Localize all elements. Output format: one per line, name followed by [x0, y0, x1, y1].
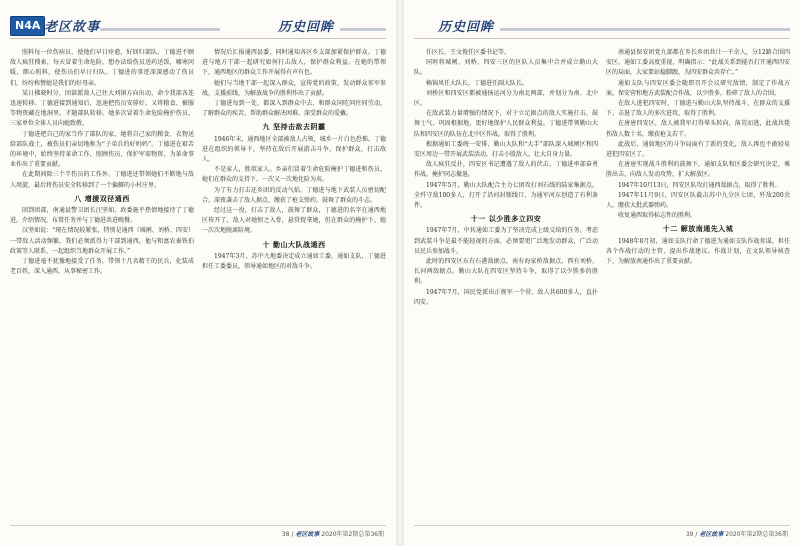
text-column	[202, 48, 386, 520]
paragraph: 此时的四安区东有石港敌据点，南有海家桥敌据点，西有刘桥、长河两敌据点。勤山大队在四安区坚持斗争，取得了以少胜多的胜利。	[414, 258, 598, 286]
section-title: 历史回眸	[278, 20, 335, 35]
footer-rule	[10, 525, 386, 526]
section-title: 历史回眸	[438, 20, 495, 35]
left-page	[0, 0, 396, 546]
section-heading: 十一 以少胜多立四安	[470, 215, 542, 224]
paragraph: 丁德进毫不犹豫地接受了任务，带领十几名精干的民兵，化装成老百姓，深入通西，从事秘密工作。	[10, 258, 194, 276]
footer-rule	[414, 525, 790, 526]
paragraph: 任区长、王文俊任区委书记等。	[426, 49, 511, 56]
paragraph: 1947年7月，中共通如工委为了坚决完成上级交给的任务，考虑到武装斗争是最不能轻视的方面，必须要更广泛地发动群众，广泛动员民兵参加战斗。	[414, 227, 598, 255]
paragraph: 回到团部，南通县警卫团长汪坚如，政委施平热情地接待了丁德进，介绍情况，布置任务并与丁德进共进晚餐。	[10, 207, 194, 225]
paragraph: 经过这一役，打击了敌人，鼓舞了群众，丁德进的名字在通西地区传开了，敌人对她恨之入骨，悬赏捉拿她，但在群众的掩护下，她一次次地脱离险境。	[202, 207, 386, 235]
section-heading: 八 增援双径通西	[74, 194, 130, 203]
paragraph: 在唐唐四安区，敌人被我军打得晕头转向，落荒而逃，此战共毙伤敌人数十名，缴获枪支若干。	[606, 120, 790, 138]
paragraph: 此战后，通如地区的斗争局面有了新的变化，敌人再也不敢轻易进犯四安区了。	[606, 140, 790, 159]
paragraph: 情况后汇报通西县委，同时通知各区乡支部加紧保护群众。丁德进与地方干部一起研究如何打击敌人，保护群众利益。在她的带领下，通西地区的群众工作开展得有声有色。	[202, 49, 386, 77]
paragraph: 某日拂晓时分，团部派敌人己往大刘镇方向出动，命令我部各连迅速转移。丁德进接到通知后，迅速把伤员安排好，又将粮食、被服等物资藏在地洞里，才随部队转移。她多次冒着生命危险掩护伤员，三家单位全体人员向她致敬。	[10, 89, 194, 128]
paragraph: 汉坚如说：“现在情况较紧张，特别是通西（城闸、刘桥、四安）一带敌人活动频繁，我们必须派得力干部到通西，他与和富农秦铁伯政策等人联系，一起组织当地群众开展工作。”	[10, 227, 194, 255]
right-page	[404, 0, 800, 546]
n4a-badge: N4A	[10, 16, 45, 36]
footer-logo: 老区故事	[699, 531, 724, 538]
section-heading: 十 勤山大队战通西	[262, 240, 326, 249]
paragraph: 1947年7月，国民党派出正规军一个营，敌人共600多人，直扑四安。	[414, 288, 598, 306]
paragraph: 在此期间除三个半伤员的工作外，丁德进还带领她们不断地与敌人周旋，最后将伤员安全转移到了一个偏僻的小村庄里。	[10, 171, 194, 189]
page-number: 39	[685, 531, 694, 538]
paragraph: 赖锦凤任大队长，丁德进任副大队长。	[426, 79, 529, 87]
paragraph: 刘桥区和四安区都被通扬运河分为南北两部，并划分为南、北中区。	[414, 89, 598, 108]
paragraph: 不是家人，胜似家人。乡亲们冒着生命危险掩护丁德进和伤员，她们在群众的支持下，一次又一次地化险为夷。	[202, 166, 386, 184]
paragraph: 丁德进把自己的家当作了部队的家，她将自己家的粮食、衣物送给部队战士，被伤员们亲切地称为“子弟兵的好妈妈”。丁德进在艰苦的环境中，始终坚持革命工作，照顾伤员，保护军需物资，为革命事业作出了重要贡献。	[10, 130, 194, 169]
spine-gutter	[396, 0, 404, 546]
paragraph: 为了有力打击还乡团的反动气焰，丁德进与地下武装人员密切配合，深夜袭击了敌人据点，缴获了枪支弹药，鼓舞了群众的斗志。	[202, 186, 386, 204]
text-column	[606, 48, 790, 520]
section-heading: 十二 解放南通先入城	[662, 225, 734, 234]
paragraph: 同时将城闸、刘桥、四安三区的区队人员集中合并成立勤山大队。	[414, 59, 598, 77]
text-column	[414, 48, 598, 520]
paragraph: 丁德进每到一处，都深入到群众中去，和群众同吃同住同劳动，了解群众的疾苦，帮助群众解决困难，深受群众的爱戴。	[202, 100, 386, 118]
paragraph: 通如支队与四安区委会随即召开会议研究敌情，制定了作战方案。保安营和地方武装配合作战，以少胜多，粉碎了敌人的合围。	[606, 79, 790, 97]
paragraph: 在敌人进犯四安时，丁德进与勤山大队坚持战斗，在群众的支援下，击退了敌人的多次进攻，取得了胜利。	[606, 100, 790, 118]
right-header	[414, 14, 790, 39]
paragraph: 根据通如工委统一安排，勤山大队和“大手”部队深入城闸区和四安区周边一带开展武装活动，打击小股敌人，壮大自身力量。	[414, 140, 598, 159]
paragraph: 敌人疯狂反扑，四安区书记遭遇了敌人的伏击，丁德进率部奋勇作战，掩护同志撤退。	[414, 161, 598, 179]
left-header	[10, 14, 386, 39]
paragraph: 南通县保安团党九部都在乡长乡团共计一千余人，分12路合围四安区。通如工委高度重视，明确指示：“此战关系到能否打开通西四安区的局面，大家要站稳脚跟，为四安群众共存亡。”	[606, 49, 790, 77]
left-columns	[10, 48, 386, 520]
issue-info: 2020年第2期总第36期	[725, 531, 788, 538]
footer-logo: 老区故事	[295, 531, 320, 538]
paragraph: 1947年11月9日，四安区队截击苏中九分区七团，歼敌200余人，缴获大批武器弹药。	[606, 191, 790, 210]
paragraph: 她们与当地干部一起深入群众，宣传党的政策，发动群众参军参战，支援前线，为解放战争的胜利作出了贡献。	[202, 79, 386, 97]
paragraph: 在敌武装力量增强的情况下，对于立足据点的敌人实施打击，鼓舞士气，巩固根据地，更好地保护人民群众利益。丁德进带领勤山大队和四安区的队伍在北中区作战，取得了胜利。	[414, 110, 598, 138]
paragraph: 1946年末，通西地区全部被敌人占领，城乡一片白色恐怖。丁德进在组织的领导下，坚持在敌后开展游击斗争，保护群众，打击敌人。	[202, 135, 386, 164]
paragraph: 1947年5月，勤山大队配合主力七团攻打刘石线的陆家集据点，全歼守敌100多人，打开了沿河封锁线口，为通军河东创造了有利条件。	[414, 181, 598, 210]
paragraph: 1947年10月13日，四安区队攻打通西敌据点，取得了胜利。	[618, 181, 781, 189]
paragraph: 照料每一位伤病员，使他们早日痊愈，好回归部队。丁德进不顾敌人疯狂搜索，每天冒着生命危险，想办法给伤员送药送饭，嘘寒问暖，细心照料，使伤员们早日归队。丁德进的事迹深深感动了伤员们，纷纷称赞她是我们的好母亲。	[10, 49, 194, 87]
issue-info: 2020年第2期总第36期	[321, 531, 384, 538]
page-number: 38	[281, 531, 290, 538]
left-footer: 38 / 老区故事 2020年第2期总第36期	[281, 531, 384, 538]
section-heading: 九 坚持击敌去阴霾	[262, 123, 326, 132]
paragraph: 1947年3月，苏中九地委决定成立通如工委，通如支队，丁德进担任工委委员，领导通如地区的对敌斗争。	[202, 252, 386, 271]
paragraph: 1948年8月初，通如支队行命了德进为通如支队作战参谋，担任各个作战行动的主管，提出作战建议。作战计划，在文队领导核查下，为解放南通作出了重要贡献。	[606, 237, 790, 266]
right-footer: 39 / 老区故事 2020年第2期总第36期	[685, 531, 788, 538]
text-column	[10, 48, 194, 520]
brush-stroke-decoration	[500, 28, 790, 31]
paragraph: 在唐唐实现战斗胜利的鼓舞下，通如支队和区委会研究决定，乘胜出击，向敌人发动攻势，扩大解放区。	[606, 161, 790, 179]
brush-stroke-decoration	[340, 28, 386, 31]
masthead-title: 老区故事	[44, 20, 101, 35]
brush-stroke-decoration	[100, 28, 220, 31]
right-columns	[414, 48, 790, 520]
paragraph: 收复通西取得标志性的胜利。	[618, 212, 697, 220]
